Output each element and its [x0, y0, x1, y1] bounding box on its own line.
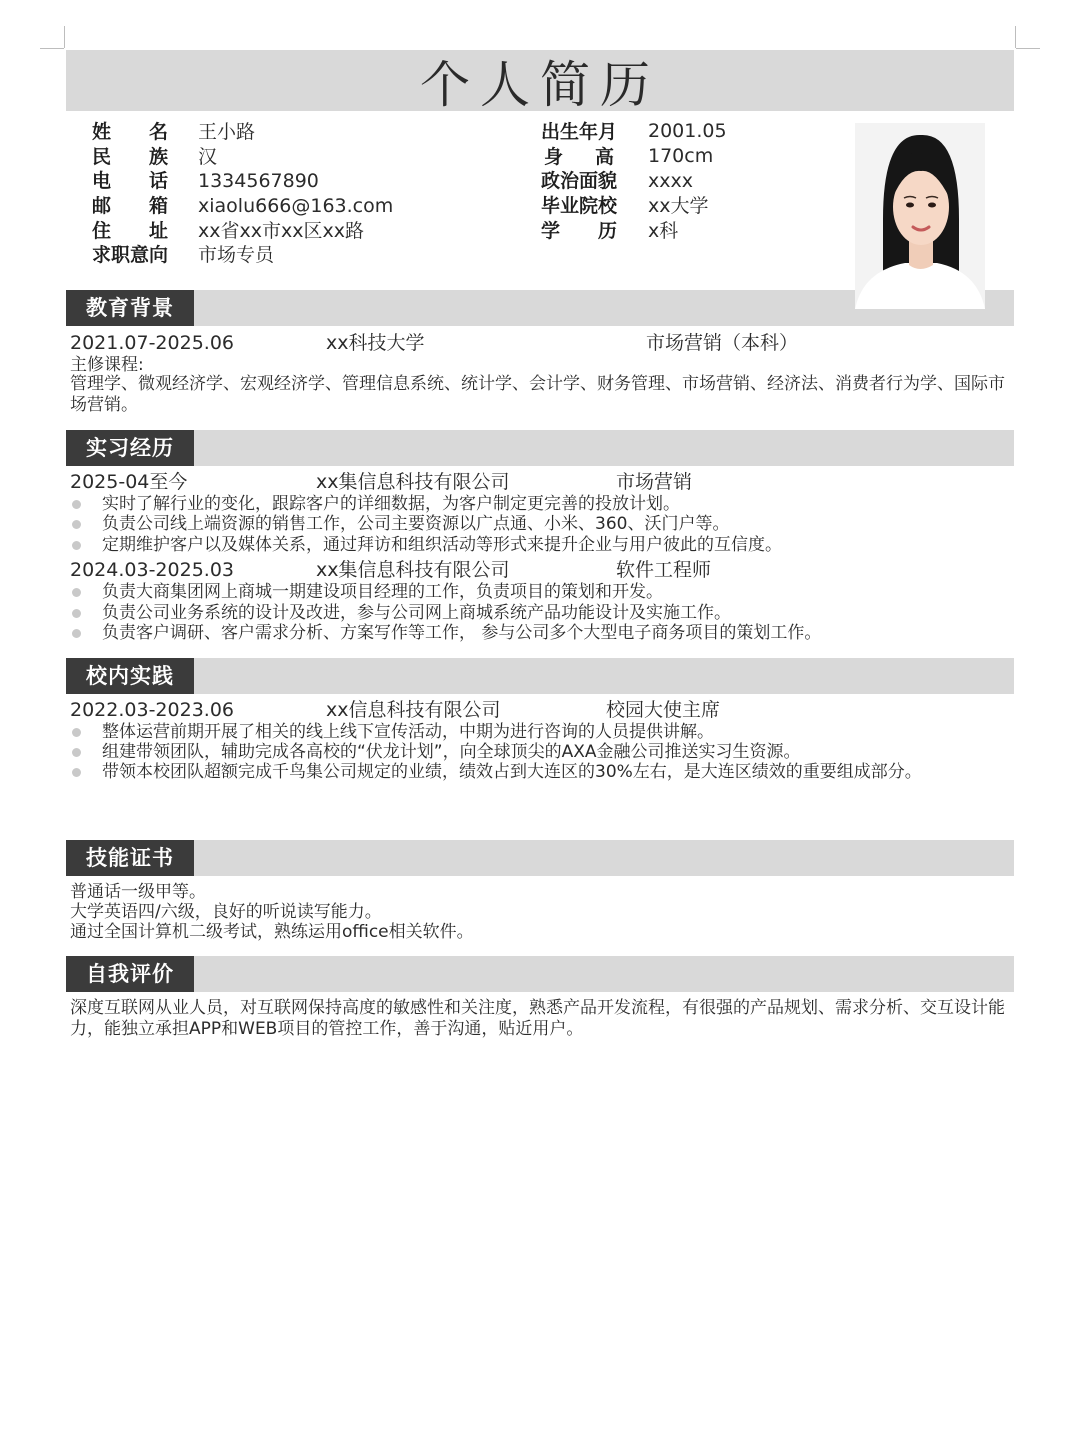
bullet-dot-icon	[72, 609, 81, 618]
bullet-dot-icon	[72, 768, 81, 777]
label-email: 邮 箱	[92, 195, 168, 217]
campus-company: xx信息科技有限公司	[326, 699, 501, 721]
portrait-photo	[855, 123, 985, 309]
internship-period: 2025-04至今	[70, 471, 188, 493]
self-evaluation-text: 深度互联网从业人员，对互联网保持高度的敏感性和关注度，熟悉产品开发流程，有很强的产品规划、需求分析、交互设计能力，能独立承担APP和WEB项目的管控工作，善于沟通，贴近用户。	[70, 998, 1005, 1039]
label-phone: 电 话	[92, 170, 168, 192]
value-political: xxxx	[648, 170, 693, 192]
value-address: xx省xx市xx区xx路	[198, 220, 364, 242]
campus-role: 校园大使主席	[606, 699, 721, 721]
section-skills-header	[66, 840, 1014, 876]
education-school: xx科技大学	[326, 332, 425, 354]
crop-mark	[64, 26, 65, 48]
bullet-dot-icon	[72, 728, 81, 737]
portrait-icon	[855, 123, 985, 309]
value-name: 王小路	[198, 121, 256, 143]
campus-period: 2022.03-2023.06	[70, 699, 234, 721]
section-campus-header	[66, 658, 1014, 694]
label-degree: 学 历	[541, 220, 617, 242]
skill-line: 普通话一级甲等。	[70, 882, 206, 902]
bullet-dot-icon	[72, 748, 81, 757]
section-internship-header	[66, 430, 1014, 466]
internship-company: xx集信息科技有限公司	[316, 471, 510, 493]
internship-period: 2024.03-2025.03	[70, 559, 234, 581]
section-title-self: 自我评价	[66, 956, 194, 992]
value-phone: 1334567890	[198, 170, 319, 192]
education-major: 市场营销（本科）	[646, 332, 799, 354]
internship-company: xx集信息科技有限公司	[316, 559, 510, 581]
value-email: xiaolu666@163.com	[198, 195, 394, 217]
skill-line: 通过全国计算机二级考试，熟练运用office相关软件。	[70, 922, 474, 942]
value-degree: x科	[648, 220, 679, 242]
section-title-internship: 实习经历	[66, 430, 194, 466]
title-bar	[66, 50, 1014, 114]
label-name: 姓 名	[92, 121, 168, 143]
internship-role: 软件工程师	[616, 559, 712, 581]
label-height: 身 高	[544, 146, 614, 168]
bullet-dot-icon	[72, 629, 81, 638]
section-title-education: 教育背景	[66, 290, 194, 326]
bullet-dot-icon	[72, 520, 81, 529]
section-title-campus: 校内实践	[66, 658, 194, 694]
label-political: 政治面貌	[541, 170, 618, 192]
page-title: 个人简历	[420, 55, 660, 114]
education-courses: 管理学、微观经济学、宏观经济学、管理信息系统、统计学、会计学、财务管理、市场营销、经济法、消费者行为学、国际市场营销。	[70, 374, 1005, 415]
value-ethnicity: 汉	[198, 146, 218, 168]
value-job-intention: 市场专员	[198, 244, 275, 266]
section-title-skills: 技能证书	[66, 840, 194, 876]
label-job-intention: 求职意向	[92, 244, 169, 266]
label-address: 住 址	[92, 220, 168, 242]
value-birth: 2001.05	[648, 120, 727, 142]
education-courses-label: 主修课程:	[70, 355, 144, 375]
bullet-dot-icon	[72, 588, 81, 597]
skill-line: 大学英语四/六级，良好的听说读写能力。	[70, 902, 382, 922]
crop-mark	[1015, 26, 1016, 48]
crop-mark	[40, 48, 64, 49]
label-school: 毕业院校	[541, 195, 618, 217]
internship-role: 市场营销	[616, 471, 693, 493]
label-birth: 出生年月	[541, 121, 618, 143]
section-self-header	[66, 956, 1014, 992]
bullet-dot-icon	[72, 500, 81, 509]
bullet-dot-icon	[72, 541, 81, 550]
value-height: 170cm	[648, 145, 714, 167]
label-ethnicity: 民 族	[92, 146, 168, 168]
crop-mark	[1016, 48, 1040, 49]
value-school: xx大学	[648, 195, 709, 217]
education-period: 2021.07-2025.06	[70, 332, 234, 354]
